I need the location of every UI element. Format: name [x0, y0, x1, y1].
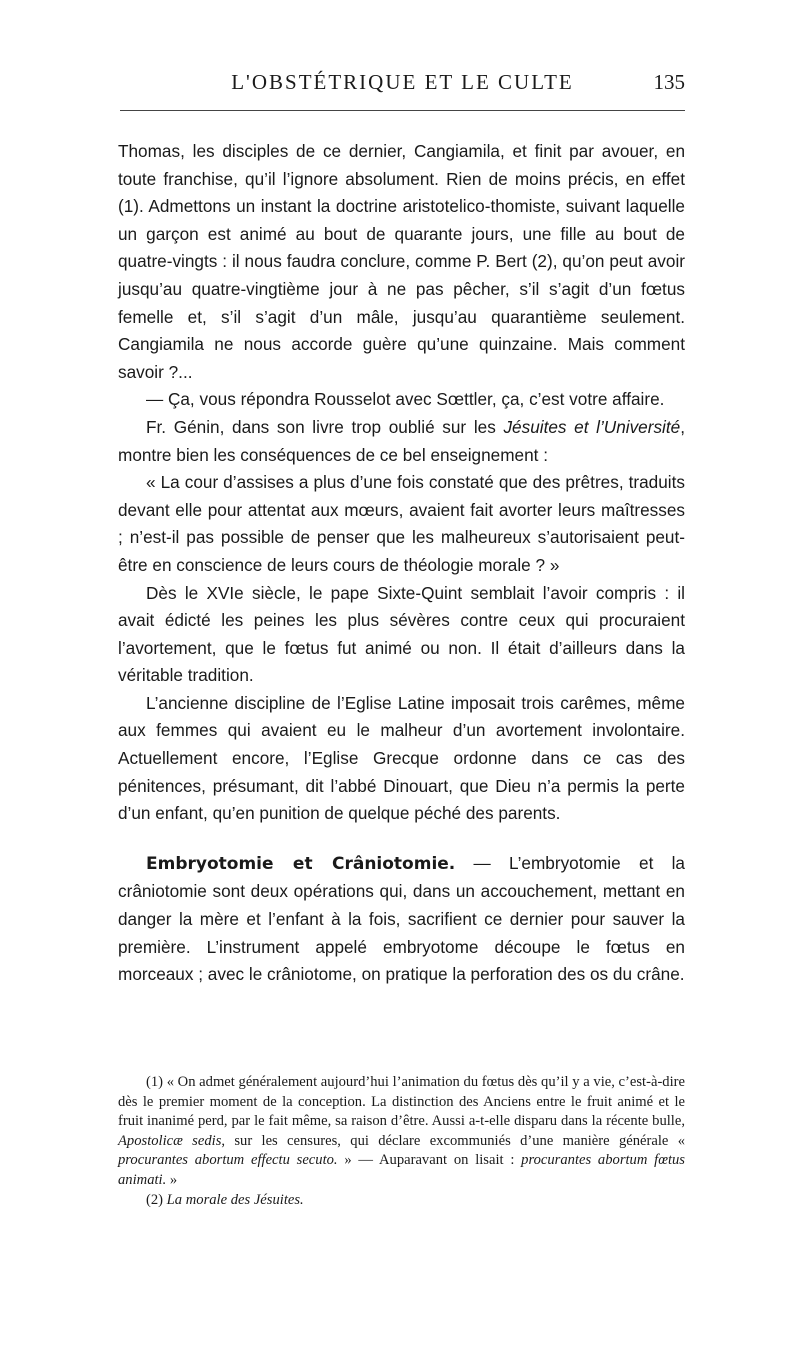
- footnote-2-italic: La morale des Jésuites.: [166, 1191, 304, 1208]
- section-heading: Embryotomie et Crâniotomie.: [146, 853, 456, 874]
- footnote-2-number: (2): [146, 1191, 167, 1208]
- footnote-1-italic-2: procurantes abortum effectu secuto.: [118, 1152, 338, 1169]
- footnote-1-text-c: » — Auparavant on lisait :: [337, 1152, 522, 1169]
- running-title: L'OBSTÉTRIQUE ET LE CULTE: [231, 70, 574, 94]
- footnote-1-italic-3: procurantes abortum fœtus animati.: [118, 1152, 685, 1188]
- paragraph-3-text-a: Fr. Génin, dans son livre trop oublié sur les: [146, 416, 504, 437]
- footnotes: [118, 1073, 685, 1210]
- paragraph-3-text-b: , montre bien les conséquences de ce bel enseignement :: [118, 416, 685, 465]
- footnote-1: [118, 1073, 685, 1191]
- page-header: [120, 70, 685, 111]
- paragraph-5: Dès le XVIe siècle, le pape Sixte-Quint semblait l’avoir compris : il avait édicté les peines les plus sévères contre ceux qui procuraient l’avortement, que le fœtus fut animé ou non. Il était d’ailleurs dans la véritable tradition.: [118, 582, 685, 686]
- paragraph-2: — Ça, vous répondra Rousselot avec Sœttler, ça, c’est votre affaire.: [146, 389, 665, 410]
- paragraph-6: L’ancienne discipline de l’Eglise Latine imposait trois carêmes, même aux femmes qui avaient eu le malheur d’un avortement involontaire. Actuellement encore, l’Eglise Grecque ordonne dans ce cas des pénitences, présumant, dit l’abbé Dinouart, que Dieu n’a permis la perte d’un enfant, qu’en punition de quelque péché des parents.: [118, 692, 685, 824]
- main-text: [118, 138, 685, 989]
- footnote-1-text-a: (1) « On admet généralement aujourd’hui l’animation du fœtus dès qu’il y a vie, c’est-à-dire dès le premier moment de la conception. La distinction des Anciens entre le fruit animé et le fruit inanimé perd, par le fait même, sa raison d’être. Aussi a-t-elle disparu dans la récente bulle,: [118, 1074, 685, 1130]
- footnote-1-text-d: »: [166, 1171, 178, 1188]
- paragraph-1: Thomas, les disciples de ce dernier, Cangiamila, et finit par avouer, en toute franchise, qu’il l’ignore absolument. Rien de moins précis, en effet (1). Admettons un instant la doctrine aristotelico-thomiste, suivant laquelle un garçon est animé au bout de quarante jours, une fille au bout de quatre-vingts : il nous faudra conclure, comme P. Bert (2), qu’on peut avoir jusqu’au quatre-vingtième jour à ne pas pêcher, s’il s’agit d’un fœtus femelle et, s’il s’agit d’un mâle, jusqu’au quarantième seulement. Cangiamila ne nous accorde guère qu’une quinzaine. Mais comment savoir ?...: [118, 141, 685, 382]
- book-title-italic: Jésuites et l’Université: [503, 416, 681, 437]
- paragraph-3: [118, 414, 685, 469]
- footnote-2: [118, 1191, 685, 1211]
- footnote-1-italic-1: Apostolicæ sedis: [118, 1132, 222, 1149]
- paragraph-7-text: — L’embryotomie et la crâniotomie sont deux opérations qui, dans un accouchement, mettant en danger la mère et l’enfant à la fois, sacrifient ce dernier pour sauver la première. L’instrument appelé embryotome découpe le fœtus en morceaux ; avec le crâniotome, on pratique la perforation des os du crâne.: [118, 852, 685, 985]
- paragraph-7: [118, 850, 685, 989]
- page-number: 135: [653, 70, 685, 94]
- paragraph-4-quote: « La cour d’assises a plus d’une fois constaté que des prêtres, traduits devant elle pour attentat aux mœurs, avaient fait avorter leurs maîtresses ; n’est-il pas possible de penser que les malheureux s’autorisaient peut-être en conscience de leurs cours de théologie morale ? »: [118, 472, 685, 575]
- footnote-1-text-b: , sur les censures, qui déclare excommuniés d’une manière générale «: [221, 1132, 685, 1149]
